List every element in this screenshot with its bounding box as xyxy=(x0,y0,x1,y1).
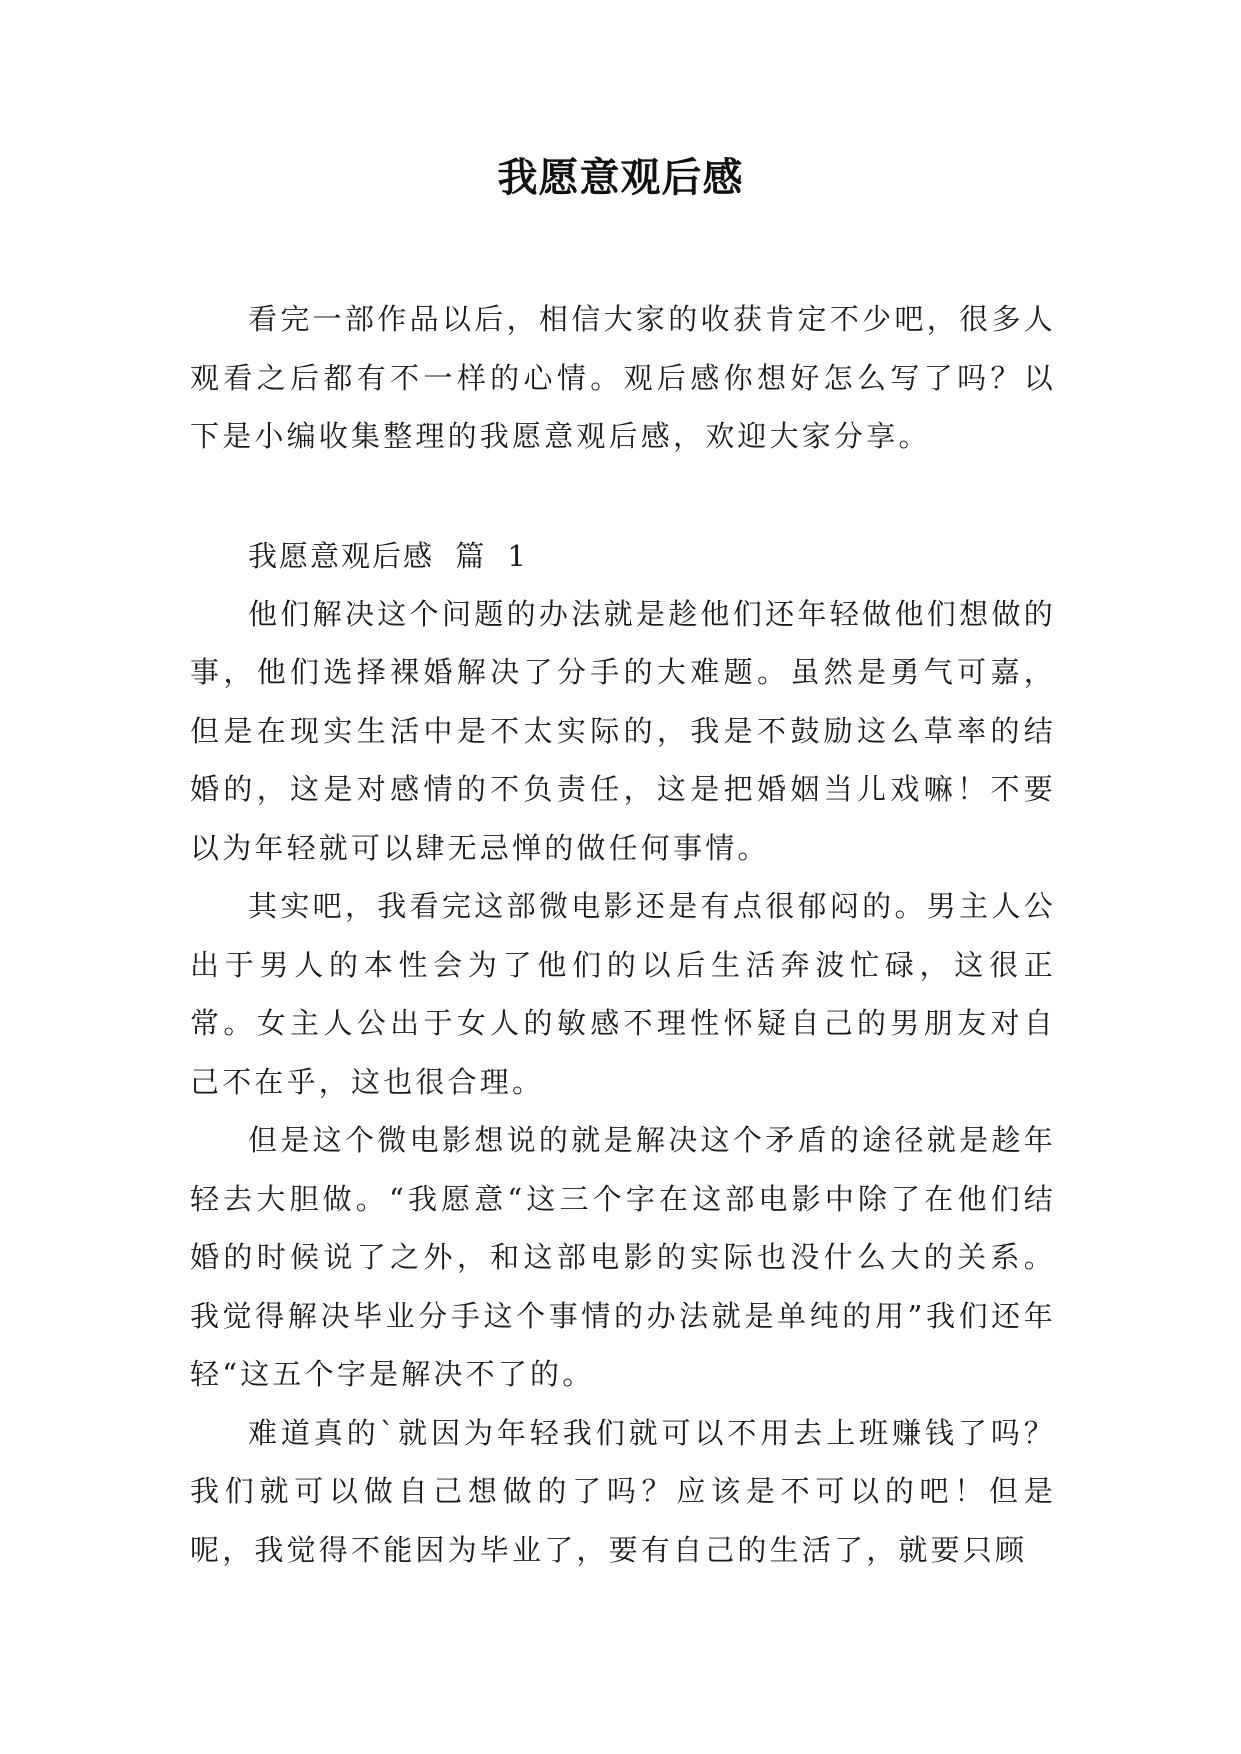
document-body xyxy=(190,290,1056,1579)
body-paragraph-4: 难道真的`就因为年轻我们就可以不用去上班赚钱了吗？我们就可以做自己想做的了吗？应该是不可以的吧！但是呢，我觉得不能因为毕业了，要有自己的生活了，就要只顾 xyxy=(190,1415,1056,1567)
intro-paragraph: 看完一部作品以后，相信大家的收获肯定不少吧，很多人观看之后都有不一样的心情。观后感你想好怎么写了吗？以下是小编收集整理的我愿意观后感，欢迎大家分享。 xyxy=(190,302,1056,453)
document-title: 我愿意观后感 xyxy=(497,155,744,201)
body-paragraph-1: 他们解决这个问题的办法就是趁他们还年轻做他们想做的事，他们选择裸婚解决了分手的大难题。虽然是勇气可嘉，但是在现实生活中是不太实际的，我是不鼓励这么草率的结婚的，这是对感情的不负责任，这是把婚姻当儿戏嘛！不要以为年轻就可以肆无忌惮的做任何事情。 xyxy=(190,596,1056,865)
body-paragraph-2: 其实吧，我看完这部微电影还是有点很郁闷的。男主人公出于男人的本性会为了他们的以后生活奔波忙碌，这很正常。女主人公出于女人的敏感不理性怀疑自己的男朋友对自己不在乎，这也很合理。 xyxy=(190,889,1056,1099)
section-heading: 我愿意观后感 篇 1 xyxy=(248,538,528,573)
body-paragraph-3: 但是这个微电影想说的就是解决这个矛盾的途径就是趁年轻去大胆做。“我愿意“这三个字在这部电影中除了在他们结婚的时候说了之外，和这部电影的实际也没什么大的关系。我觉得解决毕业分手这个事情的办法就是单纯的用”我们还年轻“这五个字是解决不了的。 xyxy=(190,1123,1056,1391)
